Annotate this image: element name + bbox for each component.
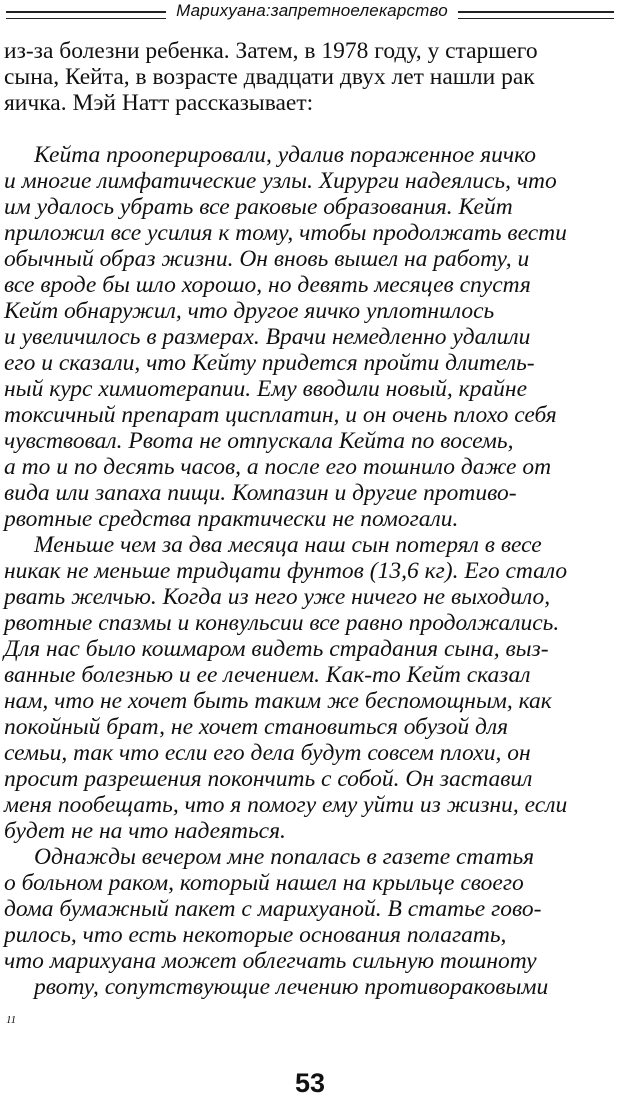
quote-line: и многие лимфатические узлы. Хирурги надеялись, что: [4, 168, 557, 194]
quote-line: и увеличилось в размерах. Врачи немедленно удалили: [4, 324, 531, 350]
running-header-title: Марихуана:запретноелекарство: [176, 1, 448, 20]
quote-line: что марихуана может облегчать сильную тошноту: [4, 948, 537, 974]
intro-line: сына, Кейта, в возрасте двадцати двух лет нашли рак: [4, 64, 535, 90]
quote-line: рвотные спазмы и конвульсии все равно продолжались.: [4, 610, 560, 636]
quote-line: его и сказали, что Кейту придется пройти длитель-: [4, 350, 535, 376]
quote-line: рвать желчью. Когда из него уже ничего не выходило,: [4, 584, 551, 610]
quote-line: просит разрешения покончить с собой. Он заставил: [4, 766, 533, 792]
quote-line: Меньше чем за два месяца наш сын потерял в весе: [34, 532, 542, 558]
quote-line: приложил все усилия к тому, чтобы продолжать вести: [4, 220, 567, 246]
quote-line: семьи, так что если его дела будут совсем плохи, он: [4, 740, 531, 766]
intro-line: из-за болезни ребенка. Затем, в 1978 году, у старшего: [4, 38, 538, 64]
quote-line: ванные болезнью и ее лечением. Как-то Кейт сказал: [4, 662, 531, 688]
quote-line: о больном раком, который нашел на крыльце своего: [4, 870, 524, 896]
quote-line: покойный брат, не хочет становиться обузой для: [4, 714, 509, 740]
quote-line: меня пообещать, что я помогу ему уйти из жизни, если: [4, 792, 568, 818]
quote-line: рвоту, сопутствующие лечению противораковыми: [34, 974, 549, 1000]
quote-line: Кейт обнаружил, что другое яичко уплотнилось: [4, 298, 495, 324]
footnote-mark: 11: [6, 1014, 17, 1026]
quote-line: Однажды вечером мне попалась в газете статья: [34, 844, 535, 870]
quote-line: чувствовал. Рвота не отпускала Кейта по восемь,: [4, 428, 514, 454]
quote-line: а то и по десять часов, а после его тошнило даже от: [4, 454, 552, 480]
header-rule-right: [458, 11, 614, 19]
quote-line: им удалось убрать все раковые образования. Кейт: [4, 194, 513, 220]
quote-line: будет не на что надеяться.: [4, 818, 286, 844]
intro-line: яичка. Мэй Натт рассказывает:: [4, 90, 314, 116]
quote-line: нам, что не хочет быть таким же беспомощным, как: [4, 688, 552, 714]
header-rule-left: [6, 11, 166, 19]
quote-line: Для нас было кошмаром видеть страдания сына, выз-: [4, 636, 549, 662]
page-number: 53: [294, 1068, 326, 1098]
running-header: [0, 0, 620, 26]
quote-line: рилось, что есть некоторые основания полагать,: [4, 922, 507, 948]
quote-line: Кейта прооперировали, удалив пораженное яичко: [34, 142, 536, 168]
quote-line: обычный образ жизни. Он вновь вышел на работу, и: [4, 246, 530, 272]
quote-line: рвотные средства практически не помогали.: [4, 506, 459, 532]
quote-line: ный курс химиотерапии. Ему вводили новый, крайне: [4, 376, 528, 402]
quote-line: дома бумажный пакет с марихуаной. В статье гово-: [4, 896, 542, 922]
quote-line: никак не меньше тридцати фунтов (13,6 кг). Его стало: [4, 558, 568, 584]
quote-line: токсичный препарат цисплатин, и он очень плохо себя: [4, 402, 557, 428]
quote-line: вида или запаха пищи. Компазин и другие противо-: [4, 480, 517, 506]
quote-line: все вроде бы шло хорошо, но девять месяцев спустя: [4, 272, 531, 298]
